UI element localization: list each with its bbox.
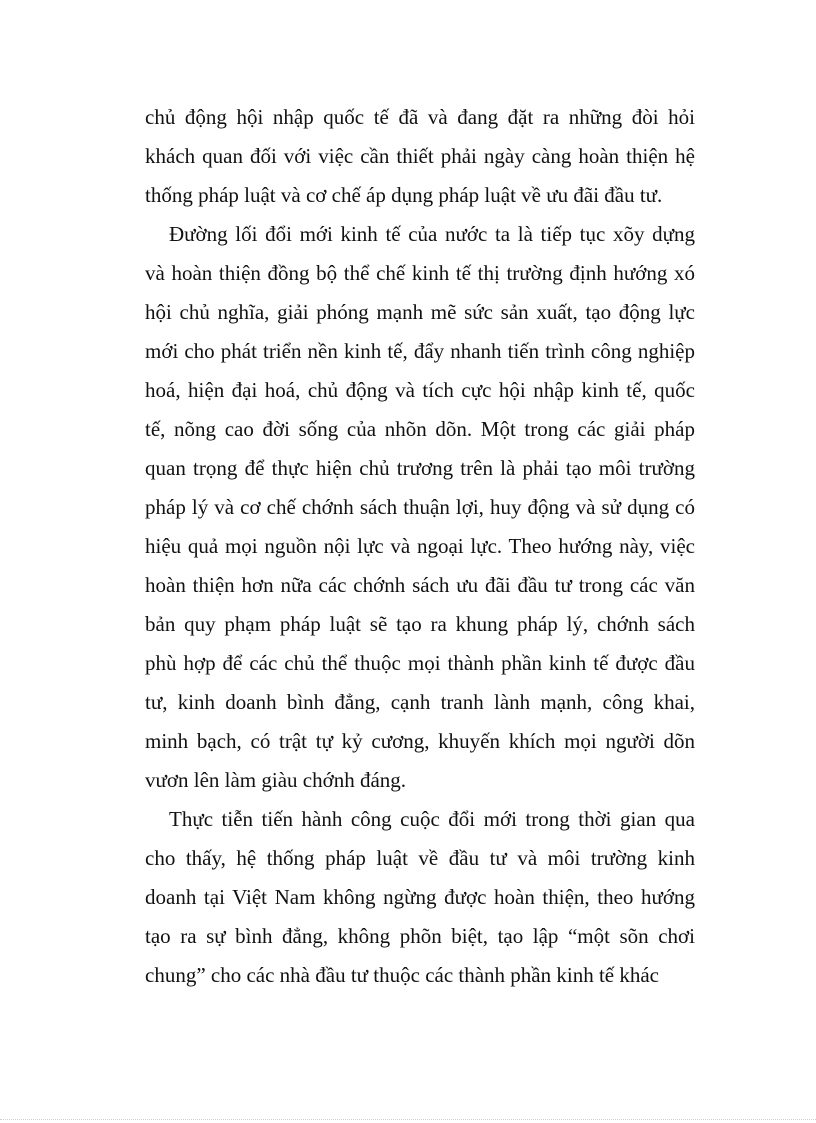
text-line: chung” cho các nhà đầu tư thuộc các thành phần kinh tế khác [145, 963, 660, 987]
text-line: bản quy phạm pháp luật sẽ tạo ra khung pháp lý, chớnh sách [145, 612, 695, 636]
text-line: khách quan đối với việc cần thiết phải ngày càng hoàn thiện hệ [145, 144, 695, 168]
text-line: mới cho phát triển nền kinh tế, đẩy nhanh tiến trình công nghiệp [145, 339, 695, 363]
text-line: và hoàn thiện đồng bộ thể chế kinh tế thị trường định hướng xó [145, 261, 695, 285]
paragraph-1 [145, 98, 695, 215]
text-line: chủ động hội nhập quốc tế đã và đang đặt ra những đòi hỏi [145, 105, 695, 129]
text-line: tư, kinh doanh bình đẳng, cạnh tranh lành mạnh, công khai, [145, 690, 695, 714]
text-line: phù hợp để các chủ thể thuộc mọi thành phần kinh tế được đầu [145, 651, 695, 675]
text-line: tế, nõng cao đời sống của nhõn dõn. Một trong các giải pháp [145, 417, 695, 441]
text-line: thống pháp luật và cơ chế áp dụng pháp luật về ưu đãi đầu tư. [145, 183, 663, 207]
text-line: hiệu quả mọi nguồn nội lực và ngoại lực. Theo hướng này, việc [145, 534, 695, 558]
page-bottom-divider [0, 1119, 816, 1120]
text-line: Thực tiễn tiến hành công cuộc đổi mới trong thời gian qua [169, 807, 695, 831]
paragraph-2 [145, 215, 695, 800]
text-line: quan trọng để thực hiện chủ trương trên là phải tạo môi trường [145, 456, 695, 480]
text-line: hoá, hiện đại hoá, chủ động và tích cực hội nhập kinh tế, quốc [145, 378, 695, 402]
text-line: doanh tại Việt Nam không ngừng được hoàn thiện, theo hướng [145, 885, 695, 909]
text-line: hoàn thiện hơn nữa các chớnh sách ưu đãi đầu tư trong các văn [145, 573, 695, 597]
paragraph-3 [145, 800, 695, 995]
body-text [145, 98, 695, 995]
text-line: minh bạch, có trật tự kỷ cương, khuyến khích mọi người dõn [145, 729, 695, 753]
text-line: tạo ra sự bình đẳng, không phõn biệt, tạo lập “một sõn chơi [145, 924, 695, 948]
text-line: hội chủ nghĩa, giải phóng mạnh mẽ sức sản xuất, tạo động lực [145, 300, 695, 324]
text-line: Đường lối đổi mới kinh tế của nước ta là tiếp tục xõy dựng [169, 222, 695, 246]
text-line: vươn lên làm giàu chớnh đáng. [145, 768, 407, 792]
text-line: pháp lý và cơ chế chớnh sách thuận lợi, huy động và sử dụng có [145, 495, 695, 519]
text-line: cho thấy, hệ thống pháp luật về đầu tư và môi trường kinh [145, 846, 695, 870]
